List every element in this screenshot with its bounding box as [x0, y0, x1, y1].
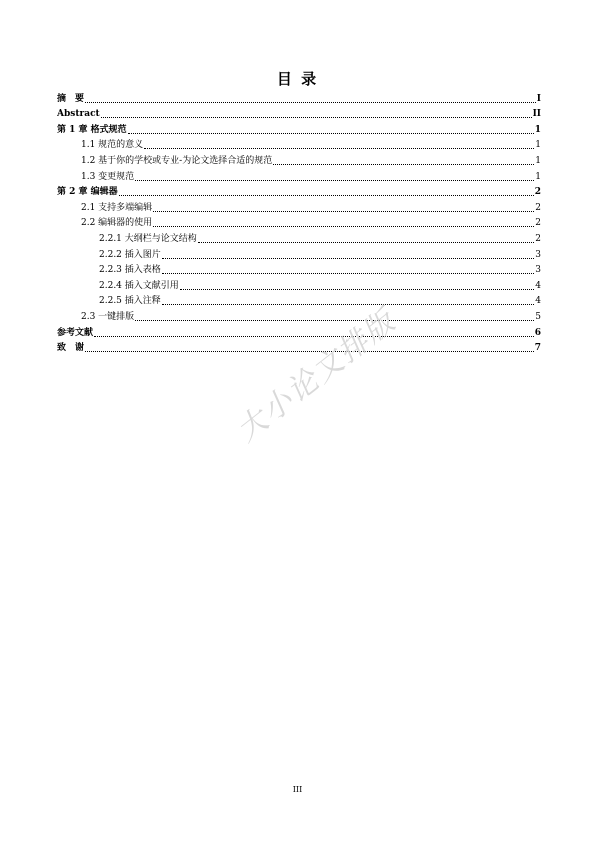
toc-entry[interactable]: [57, 339, 541, 355]
toc-entry-label: 致 谢: [57, 343, 85, 354]
toc-entry-label: 1.1 规范的意义: [81, 140, 144, 151]
toc-leader-dots: [135, 319, 534, 321]
toc-entry-page: 3: [535, 249, 541, 260]
toc-leader-dots: [180, 288, 535, 290]
toc-entry-label: 参考文献: [57, 327, 94, 338]
toc-leader-dots: [162, 303, 535, 305]
toc-entry-page: 1: [535, 171, 541, 182]
toc-leader-dots: [85, 101, 536, 103]
toc-entry[interactable]: [57, 167, 541, 183]
toc-entry-label: 2.3 一键排版: [81, 311, 135, 322]
toc-entry-page: 7: [534, 343, 541, 354]
toc-leader-dots: [162, 257, 535, 259]
toc-title: 目 录: [276, 70, 319, 88]
toc-entry[interactable]: [57, 276, 541, 292]
toc-entry[interactable]: [57, 292, 541, 308]
page-number: III: [292, 785, 303, 794]
toc-entry-page: 6: [534, 327, 541, 338]
toc-leader-dots: [198, 241, 535, 243]
toc-entry-page: 3: [535, 265, 541, 276]
toc-leader-dots: [119, 194, 534, 196]
toc-leader-dots: [153, 225, 534, 227]
toc-leader-dots: [162, 272, 535, 274]
toc-entry-page: 2: [534, 187, 541, 198]
toc-leader-dots: [94, 335, 534, 337]
toc-entry[interactable]: [57, 89, 541, 105]
toc-entry-page: 1: [535, 155, 541, 166]
toc-entry-page: 2: [535, 202, 541, 213]
toc-leader-dots: [128, 132, 534, 134]
toc-entry-page: 5: [535, 311, 541, 322]
toc-leader-dots: [101, 116, 532, 118]
toc-entry[interactable]: [57, 136, 541, 152]
toc-entry-label: 第 2 章 编辑器: [57, 187, 118, 198]
toc-entry-label: 2.2.1 大纲栏与论文结构: [99, 233, 197, 244]
toc-entry[interactable]: [57, 261, 541, 277]
toc-entry[interactable]: [57, 307, 541, 323]
toc-entry[interactable]: [57, 214, 541, 230]
toc-entry-page: I: [536, 93, 541, 104]
toc-entry-label: 1.2 基于你的学校或专业-为论文选择合适的规范: [81, 155, 273, 166]
toc-leader-dots: [153, 210, 534, 212]
toc-entry-page: 1: [535, 140, 541, 151]
toc-entry-label: 2.1 支持多端编辑: [81, 202, 153, 213]
toc-entry[interactable]: [57, 229, 541, 245]
toc-entry[interactable]: [57, 323, 541, 339]
toc-entry-page: 4: [535, 296, 541, 307]
toc-entry-label: 2.2.2 插入图片: [99, 249, 161, 260]
toc-entry[interactable]: [57, 183, 541, 199]
toc-entry-label: Abstract: [57, 109, 100, 120]
toc-leader-dots: [135, 179, 534, 181]
toc-leader-dots: [273, 163, 534, 165]
toc-entry-page: 2: [535, 233, 541, 244]
toc-entry-label: 2.2.3 插入表格: [99, 265, 161, 276]
toc-entry-page: 1: [534, 124, 541, 135]
toc-entry-page: 4: [535, 280, 541, 291]
toc-entry[interactable]: [57, 151, 541, 167]
toc-entry[interactable]: [57, 198, 541, 214]
toc-entry-label: 1.3 变更规范: [81, 171, 135, 182]
toc-entry-page: II: [532, 109, 541, 120]
toc-entry[interactable]: [57, 245, 541, 261]
table-of-contents: [57, 89, 541, 354]
toc-leader-dots: [144, 147, 534, 149]
toc-entry-label: 2.2.5 插入注释: [99, 296, 161, 307]
toc-entry[interactable]: [57, 105, 541, 121]
toc-entry-label: 第 1 章 格式规范: [57, 124, 127, 135]
toc-entry-page: 2: [535, 218, 541, 229]
watermark: 大小论文排版: [229, 303, 403, 449]
toc-entry[interactable]: [57, 120, 541, 136]
toc-entry-label: 2.2.4 插入文献引用: [99, 280, 179, 291]
toc-entry-label: 2.2 编辑器的使用: [81, 218, 153, 229]
toc-entry-label: 摘 要: [57, 93, 85, 104]
